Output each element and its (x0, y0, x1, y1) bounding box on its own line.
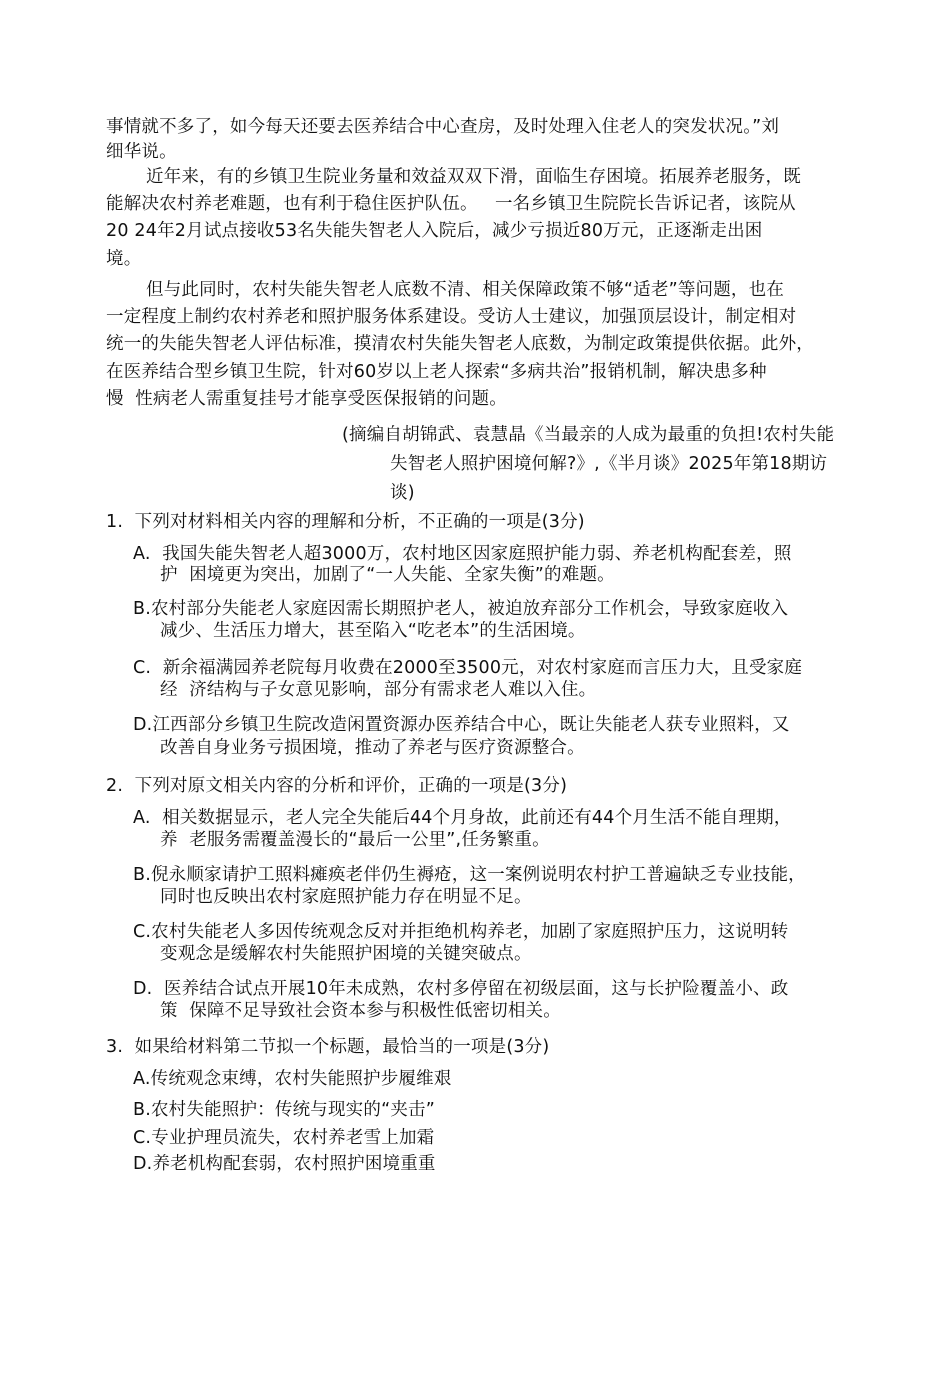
option-line: C. 新余福满园养老院每月收费在2000至3500元，对农村家庭而言压力大，且受家庭 (133, 658, 803, 678)
option-line: 养 老服务需覆盖漫长的“最后一公里”,任务繁重。 (160, 830, 550, 850)
option-line: A.传统观念束缚，农村失能照护步履维艰 (133, 1069, 452, 1089)
option-line: B.倪永顺家请护工照料瘫痪老伴仍生褥疮，这一案例说明农村护工普遍缺乏专业技能， (133, 865, 806, 885)
option-line: C.专业护理员流失，农村养老雪上加霜 (133, 1128, 435, 1148)
option-line: 同时也反映出农村家庭照护能力存在明显不足。 (160, 887, 532, 907)
paragraph-line: 统一的失能失智老人评估标准，摸清农村失能失智老人底数，为制定政策提供依据。此外， (106, 334, 814, 354)
paragraph-line: 一定程度上制约农村养老和照护服务体系建设。受访人士建议，加强顶层设计，制定相对 (106, 307, 797, 327)
source-citation: 谈) (390, 483, 415, 503)
paragraph-line: 事情就不多了，如今每天还要去医养结合中心查房，及时处理入住老人的突发状况。”刘 (106, 117, 780, 137)
option-line: A. 我国失能失智老人超3000万，农村地区因家庭照护能力弱、养老机构配套差，照 (133, 544, 792, 564)
source-citation: (摘编自胡锦武、袁慧晶《当最亲的人成为最重的负担!农村失能 (342, 425, 835, 445)
paragraph-line: 细华说。 (106, 142, 177, 162)
paragraph-line: 但与此同时，农村失能失智老人底数不清、相关保障政策不够“适老”等问题，也在 (146, 280, 785, 300)
paragraph-line: 慢 性病老人需重复挂号才能享受医保报销的问题。 (106, 389, 507, 409)
option-line: 护 困境更为突出，加剧了“一人失能、全家失衡”的难题。 (160, 565, 615, 585)
source-citation: 失智老人照护困境何解?》,《半月谈》2025年第18期访 (390, 454, 828, 474)
question-stem: 1. 下列对材料相关内容的理解和分析，不正确的一项是(3分) (106, 512, 585, 532)
paragraph-line: 境。 (106, 249, 142, 269)
option-line: C.农村失能老人多因传统观念反对并拒绝机构养老，加剧了家庭照护压力，这说明转 (133, 922, 789, 942)
paragraph-line: 近年来，有的乡镇卫生院业务量和效益双双下滑，面临生存困境。拓展养老服务，既 (146, 167, 801, 187)
option-line: 减少、生活压力增大，甚至陷入“吃老本”的生活困境。 (160, 621, 586, 641)
option-line: 策 保障不足导致社会资本参与积极性低密切相关。 (160, 1001, 561, 1021)
option-line: 变观念是缓解农村失能照护困境的关键突破点。 (160, 944, 532, 964)
question-stem: 3. 如果给材料第二节拟一个标题，最恰当的一项是(3分) (106, 1037, 550, 1057)
option-line: B.农村部分失能老人家庭因需长期照护老人，被迫放弃部分工作机会，导致家庭收入 (133, 599, 789, 619)
option-line: A. 相关数据显示，老人完全失能后44个月身故，此前还有44个月生活不能自理期， (133, 808, 792, 828)
option-line: D.养老机构配套弱，农村照护困境重重 (133, 1154, 436, 1174)
option-line: D. 医养结合试点开展10年未成熟，农村多停留在初级层面，这与长护险覆盖小、政 (133, 979, 789, 999)
option-line: D.江西部分乡镇卫生院改造闲置资源办医养结合中心，既让失能老人获专业照料，又 (133, 715, 790, 735)
option-line: B.农村失能照护：传统与现实的“夹击” (133, 1100, 435, 1120)
paragraph-line: 20 24年2月试点接收53名失能失智老人入院后，减少亏损近80万元，正逐渐走出困 (106, 221, 763, 241)
option-line: 改善自身业务亏损困境，推动了养老与医疗资源整合。 (160, 738, 585, 758)
question-stem: 2. 下列对原文相关内容的分析和评价，正确的一项是(3分) (106, 776, 568, 796)
paragraph-line: 在医养结合型乡镇卫生院，针对60岁以上老人探索“多病共治”报销机制，解决患多种 (106, 362, 767, 382)
option-line: 经 济结构与子女意见影响，部分有需求老人难以入住。 (160, 680, 597, 700)
paragraph-line: 能解决农村养老难题，也有利于稳住医护队伍。 一名乡镇卫生院院长告诉记者，该院从 (106, 194, 796, 214)
